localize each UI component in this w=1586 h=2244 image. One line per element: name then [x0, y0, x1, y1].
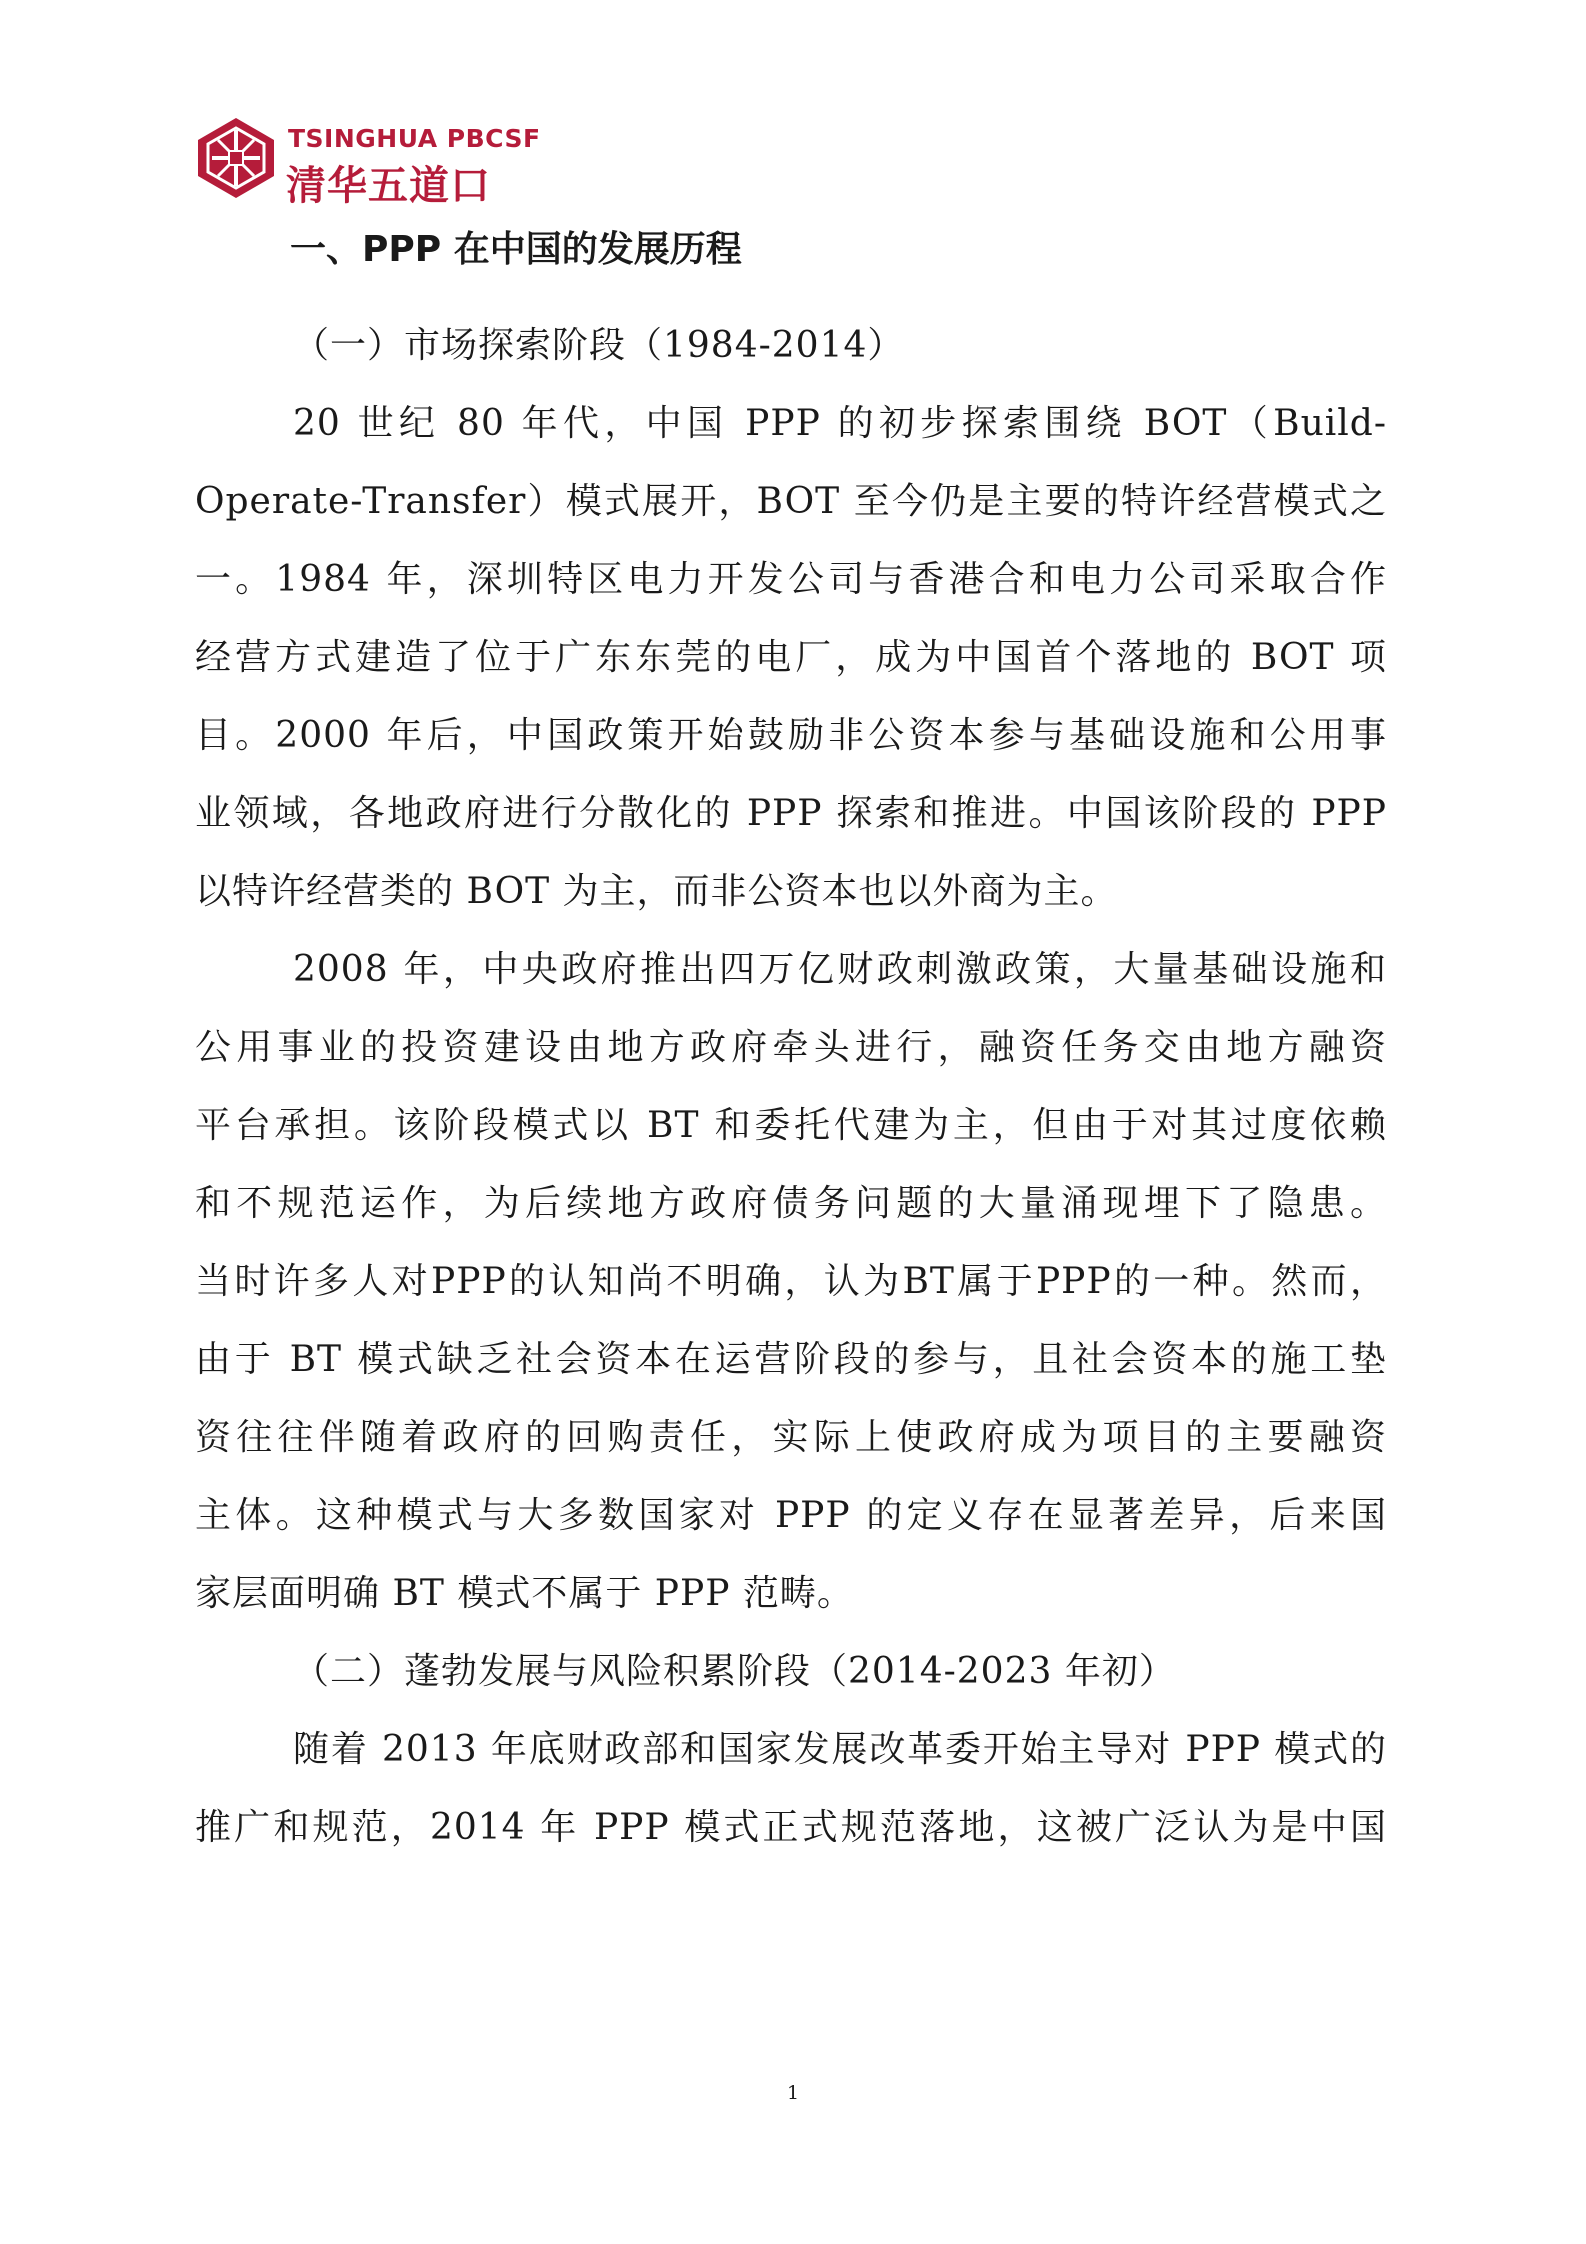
paragraph-line: 一。1984 年，深圳特区电力开发公司与香港合和电力公司采取合作	[195, 559, 1387, 600]
paragraph-1	[195, 396, 1387, 942]
paragraph-line: 业领域，各地政府进行分散化的 PPP 探索和推进。中国该阶段的 PPP	[195, 793, 1387, 834]
paragraph-3	[195, 1722, 1387, 1878]
page-number: 1	[786, 2082, 800, 2104]
paragraph-line: 推广和规范，2014 年 PPP 模式正式规范落地，这被广泛认为是中国	[195, 1807, 1387, 1848]
document-body	[195, 318, 1387, 1878]
paragraph-line: 主体。这种模式与大多数国家对 PPP 的定义存在显著差异，后来国	[195, 1495, 1387, 1536]
section-heading: 一、PPP 在中国的发展历程	[290, 229, 742, 270]
paragraph-line: 以特许经营类的 BOT 为主，而非公资本也以外商为主。	[195, 871, 1118, 912]
paragraph-2	[195, 942, 1387, 1644]
paragraph-line: 随着 2013 年底财政部和国家发展改革委开始主导对 PPP 模式的	[293, 1729, 1387, 1770]
paragraph-line: 20 世纪 80 年代，中国 PPP 的初步探索围绕 BOT（Build-	[293, 403, 1387, 444]
paragraph-line: 和不规范运作，为后续地方政府债务问题的大量涌现埋下了隐患。	[195, 1183, 1387, 1224]
logo-text-cn: 清华五道口	[286, 163, 491, 209]
paragraph-line: 当时许多人对PPP的认知尚不明确，认为BT属于PPP的一种。然而，	[195, 1261, 1387, 1302]
logo	[196, 116, 541, 209]
subheading-1: （一）市场探索阶段（1984-2014）	[293, 325, 905, 366]
logo-text-en: TSINGHUA PBCSF	[288, 124, 541, 153]
paragraph-line: 公用事业的投资建设由地方政府牵头进行，融资任务交由地方融资	[195, 1027, 1387, 1068]
subheading-2: （二）蓬勃发展与风险积累阶段（2014-2023 年初）	[293, 1651, 1176, 1692]
logo-emblem-icon	[196, 116, 276, 200]
paragraph-line: 平台承担。该阶段模式以 BT 和委托代建为主，但由于对其过度依赖	[195, 1105, 1387, 1146]
paragraph-line: 资往往伴随着政府的回购责任，实际上使政府成为项目的主要融资	[195, 1417, 1387, 1458]
paragraph-line: 经营方式建造了位于广东东莞的电厂，成为中国首个落地的 BOT 项	[195, 637, 1387, 678]
paragraph-line: 由于 BT 模式缺乏社会资本在运营阶段的参与，且社会资本的施工垫	[195, 1339, 1387, 1380]
paragraph-line: Operate-Transfer）模式展开，BOT 至今仍是主要的特许经营模式之	[195, 481, 1387, 522]
paragraph-line: 目。2000 年后，中国政策开始鼓励非公资本参与基础设施和公用事	[195, 715, 1387, 756]
paragraph-line: 家层面明确 BT 模式不属于 PPP 范畴。	[195, 1573, 854, 1614]
paragraph-line: 2008 年，中央政府推出四万亿财政刺激政策，大量基础设施和	[293, 949, 1387, 990]
